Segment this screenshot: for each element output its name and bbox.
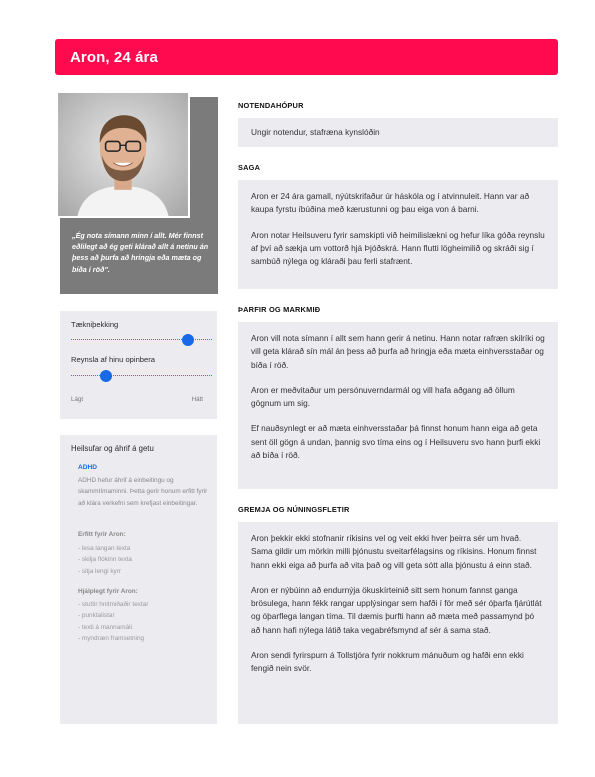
list-item: - punktalistar [78, 612, 115, 620]
slider-max-label: Hátt [191, 396, 203, 403]
list-item: - lesa langan texta [78, 545, 131, 552]
story-box [238, 180, 558, 289]
frustrations-paragraph: Aron sendi fyrirspurn á Tollstjóra fyrir nokkrum mánuðum og hafði enn ekki fengið nein svör. [251, 650, 524, 674]
frustrations-paragraph: Aron er nýbúinn að endurnýja ökuskírteinið sitt sem honum fannst ganga brösulega, hann fékk rangar upplýsingar sem hafði í för með sér óþarfa fjárútlát og óþarflega langan tíma. Til dæmis þurfti hann að mæta með passamynd þó að hann hafi nýlega látið taka vegabréfsmynd af sér á sama stað. [251, 584, 542, 635]
needs-paragraph: Ef nauðsynlegt er að mæta einhversstaðar þá finnst honum hann eiga að geta sent öll gögn á undan, þannig svo tíma eins og í Heilsuveru svo hann þurfi ekki að bíða í röð. [251, 423, 541, 461]
frustrations-paragraph: Aron þekkir ekki stofnanir ríkisins vel og veit ekki hver þeirra sér um hvað. Sama gildir um mörkin milli þjónustu sveitarfélagsins og ríkisins. Honum finnst hann ekki eiga að þurfa að vita það og vill geta sótt alla þjónustu á einn stað. [251, 533, 537, 570]
avatar [56, 91, 190, 218]
needs-heading: ÞARFIR OG MARKMIÐ [238, 305, 321, 314]
list-item: - texti á mannamáli [78, 623, 132, 631]
list-item: - skilja flókinn texta [78, 556, 132, 564]
condition-description: ADHD hefur áhrif á einbeitingu og skammtímaminni. Þetta gerir honum erfitt fyrir að klára verkefni sem krefjast einbeitingar. [78, 477, 208, 507]
user-group-text: Ungir notendur, stafræna kynslóðin [251, 127, 380, 137]
list-item: - stuttir hnitmiðaðir textar [78, 601, 149, 608]
list-item: - myndræn framsetning [78, 635, 145, 643]
health-title: Heilsufar og áhrif á getu [71, 444, 154, 453]
needs-paragraph: Aron vill nota símann í allt sem hann gerir á netinu. Hann notar rafræn skilríki og vill geta klárað sín mál án þess að þurfa að hringja eða mæta einhversstaðar og bíða í röð. [251, 333, 545, 370]
health-card [60, 435, 217, 724]
skills-card [60, 311, 217, 419]
story-paragraph: Aron notar Heilsuveru fyrir samskipti við heimilislækni og hefur líka góða reynslu af því að sækja um vottorð hjá Þjóðskrá. Hann flutti lögheimilið og skráði sig í sambúð nýlega og kláraði þau ferli stafrænt. [251, 229, 545, 267]
persona-photo [58, 93, 188, 216]
needs-paragraph: Aron er meðvitaður um persónuverndarmál og vill hafa aðgang að öllum gögnum um sig. [251, 384, 515, 409]
difficult-list [78, 543, 132, 577]
story-paragraph: Aron er 24 ára gamall, nýútskrifaður úr háskóla og í atvinnuleit. Hann var að kaupa fyrstu íbúðina með kærustunni og þau eiga von á barni. [251, 191, 530, 215]
frustrations-box [238, 522, 558, 724]
condition-name: ADHD [78, 464, 98, 471]
public-experience-label: Reynsla af hinu opinbera [71, 355, 156, 364]
needs-box [238, 322, 558, 489]
persona-title: Aron, 24 ára [70, 48, 158, 66]
persona-header [55, 39, 558, 75]
user-group-heading: NOTENDAHÓPUR [238, 101, 304, 110]
user-group-box [238, 118, 558, 147]
helpful-list [78, 599, 148, 645]
list-item: - sitja lengi kyrr [78, 567, 121, 575]
helpful-title: Hjálplegt fyrir Aron: [78, 588, 138, 595]
persona-quote: „Ég nota símann minn í allt. Mér finnst eðlilegt að ég geti klárað allt á netinu án þess að þurfa að hringja eða mæta og bíða í röð". [72, 231, 209, 274]
slider-min-label: Lágt [71, 396, 84, 403]
public-experience-slider[interactable] [71, 375, 212, 377]
story-heading: SAGA [238, 163, 261, 172]
public-experience-thumb[interactable] [100, 370, 112, 382]
tech-skill-label: Tækniþekking [71, 320, 119, 329]
difficult-title: Erfitt fyrir Aron: [78, 531, 126, 538]
frustrations-heading: GREMJA OG NÚNINGSFLETIR [238, 505, 350, 514]
tech-skill-thumb[interactable] [182, 334, 194, 346]
